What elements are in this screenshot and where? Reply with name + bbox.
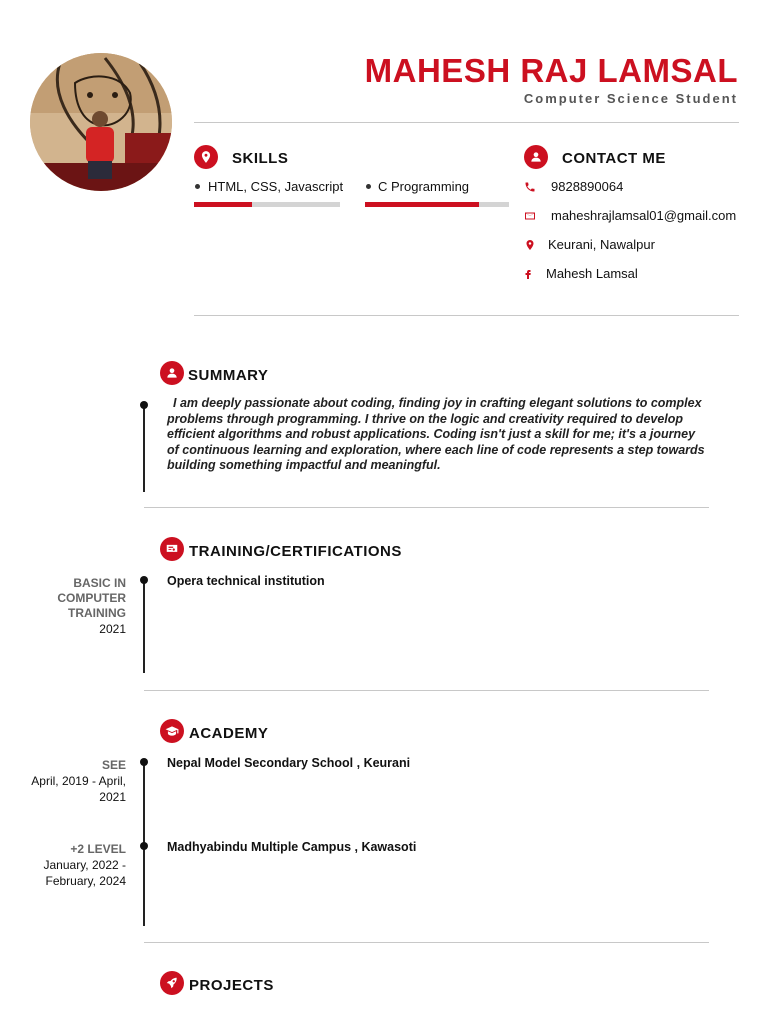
person-name: MAHESH RAJ LAMSAL — [364, 52, 738, 89]
summary-heading: SUMMARY — [188, 367, 269, 384]
academy-school: Madhyabindu Multiple Campus , Kawasoti — [167, 840, 417, 854]
facebook-icon — [522, 267, 534, 285]
training-date: 2021 — [99, 622, 126, 636]
training-institution: Opera technical institution — [167, 574, 325, 588]
training-divider — [144, 690, 709, 691]
contact-phone[interactable]: 9828890064 — [551, 179, 624, 194]
graduation-cap-icon — [160, 719, 184, 743]
phone-icon — [524, 180, 536, 198]
academy-date: January, 2022 - February, 2024 — [43, 858, 126, 888]
academy-divider — [144, 942, 709, 943]
academy-school: Nepal Model Secondary School , Keurani — [167, 756, 411, 770]
location-icon — [524, 238, 536, 256]
contact-location: Keurani, Nawalpur — [548, 237, 655, 252]
summary-timeline-dot — [140, 401, 148, 409]
skill-name: HTML, CSS, Javascript — [208, 179, 344, 194]
contact-facebook[interactable]: Mahesh Lamsal — [546, 266, 638, 281]
certificate-icon — [160, 537, 184, 561]
skill-bar — [365, 202, 509, 207]
academy-timeline-dot — [140, 842, 148, 850]
academy-heading: ACADEMY — [189, 725, 269, 742]
training-timeline-line — [143, 580, 145, 673]
training-label: BASIC IN COMPUTER TRAINING — [57, 576, 126, 620]
header-divider — [194, 122, 739, 123]
contact-heading: CONTACT ME — [562, 150, 666, 167]
skill-bullet — [366, 184, 371, 189]
projects-heading: PROJECTS — [189, 977, 274, 994]
summary-icon — [160, 361, 184, 385]
rocket-icon — [160, 971, 184, 995]
contact-email[interactable]: maheshrajlamsal01@gmail.com — [551, 208, 737, 223]
skill-bar — [194, 202, 340, 207]
training-timeline-dot — [140, 576, 148, 584]
skill-bar-fill — [365, 202, 479, 207]
summary-divider — [144, 507, 709, 508]
email-icon — [524, 209, 536, 227]
skills-heading: SKILLS — [232, 150, 289, 167]
training-heading: TRAINING/CERTIFICATIONS — [189, 543, 402, 560]
academy-level: +2 LEVEL — [70, 842, 126, 856]
top-section-divider — [194, 315, 739, 316]
skill-bar-fill — [194, 202, 252, 207]
skill-bullet — [195, 184, 200, 189]
contact-icon — [524, 145, 548, 169]
profile-photo — [30, 53, 172, 191]
summary-timeline-line — [143, 404, 145, 492]
summary-text: I am deeply passionate about coding, finding joy in crafting elegant solutions to complex problems through programming. I thrive on the logic and creativity required to develop efficient algorithms and robust applications. Coding isn't just a skill for me; it's a journey of continuous learning and exploration, where each line of code represents a step towards building something impactful and meaningful. — [167, 396, 705, 472]
academy-level: SEE — [101, 758, 126, 772]
skill-name: C Programming — [378, 179, 470, 194]
academy-timeline-dot — [140, 758, 148, 766]
academy-date: April, 2019 - April, 2021 — [31, 774, 126, 804]
skills-icon — [194, 145, 218, 169]
person-title: Computer Science Student — [523, 91, 738, 106]
